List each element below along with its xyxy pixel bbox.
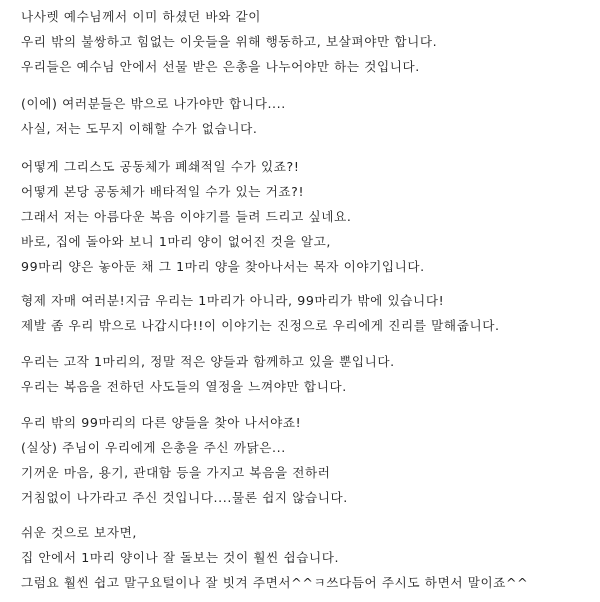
text-line: 어떻게 본당 공동체가 배타적일 수가 있는 거죠?! xyxy=(21,184,305,199)
text-line: (이에) 여러분들은 밖으로 나가야만 합니다.... xyxy=(21,96,286,111)
text-line: 그래서 저는 아름다운 복음 이야기를 들려 드리고 싶네요. xyxy=(21,209,352,224)
text-line: 집 안에서 1마리 양이나 잘 돌보는 것이 훨씬 쉽습니다. xyxy=(21,550,340,565)
text-line: 거침없이 나가라고 주신 것입니다....물론 쉽지 않습니다. xyxy=(21,490,348,505)
text-line: 쉬운 것으로 보자면, xyxy=(21,525,137,540)
text-line: 바로, 집에 돌아와 보니 1마리 양이 없어진 것을 알고, xyxy=(21,234,331,249)
paragraph xyxy=(21,4,437,79)
paragraph xyxy=(21,154,425,279)
text-line: 우리 밖의 99마리의 다른 양들을 찾아 나서야죠! xyxy=(21,415,302,430)
text-line: 제발 좀 우리 밖으로 나갑시다!!이 이야기는 진정으로 우리에게 진리를 말해줍니다. xyxy=(21,318,500,333)
text-line: 우리는 복음을 전하던 사도들의 열정을 느껴야만 합니다. xyxy=(21,379,347,394)
text-line: 나사렛 예수님께서 이미 하셨던 바와 같이 xyxy=(21,9,262,24)
paragraph xyxy=(21,91,286,141)
text-line: 우리는 고작 1마리의, 정말 적은 양들과 함께하고 있을 뿐입니다. xyxy=(21,354,395,369)
text-line: 어떻게 그리스도 공동체가 폐쇄적일 수가 있죠?! xyxy=(21,159,300,174)
text-line: 99마리 양은 놓아둔 채 그 1마리 양을 찾아나서는 목자 이야기입니다. xyxy=(21,259,425,274)
text-line: 그럼요 훨씬 쉽고 말구요털이나 잘 빗겨 주면서^^ㅋ쓰다듬어 주시도 하면서 말이죠^^ xyxy=(21,575,529,590)
text-line: 우리들은 예수님 안에서 선물 받은 은총을 나누어야만 하는 것입니다. xyxy=(21,59,420,74)
paragraph xyxy=(21,410,348,510)
paragraph xyxy=(21,349,395,399)
paragraph xyxy=(21,520,528,595)
text-line: 기꺼운 마음, 용기, 관대함 등을 가지고 복음을 전하러 xyxy=(21,465,331,480)
text-line: 사실, 저는 도무지 이해할 수가 없습니다. xyxy=(21,121,258,136)
text-line: 형제 자매 여러분!지금 우리는 1마리가 아니라, 99마리가 밖에 있습니다! xyxy=(21,293,445,308)
text-line: 우리 밖의 불쌍하고 힘없는 이웃들을 위해 행동하고, 보살펴야만 합니다. xyxy=(21,34,438,49)
paragraph xyxy=(21,288,500,338)
text-line: (실상) 주님이 우리에게 은총을 주신 까닭은... xyxy=(21,440,286,455)
